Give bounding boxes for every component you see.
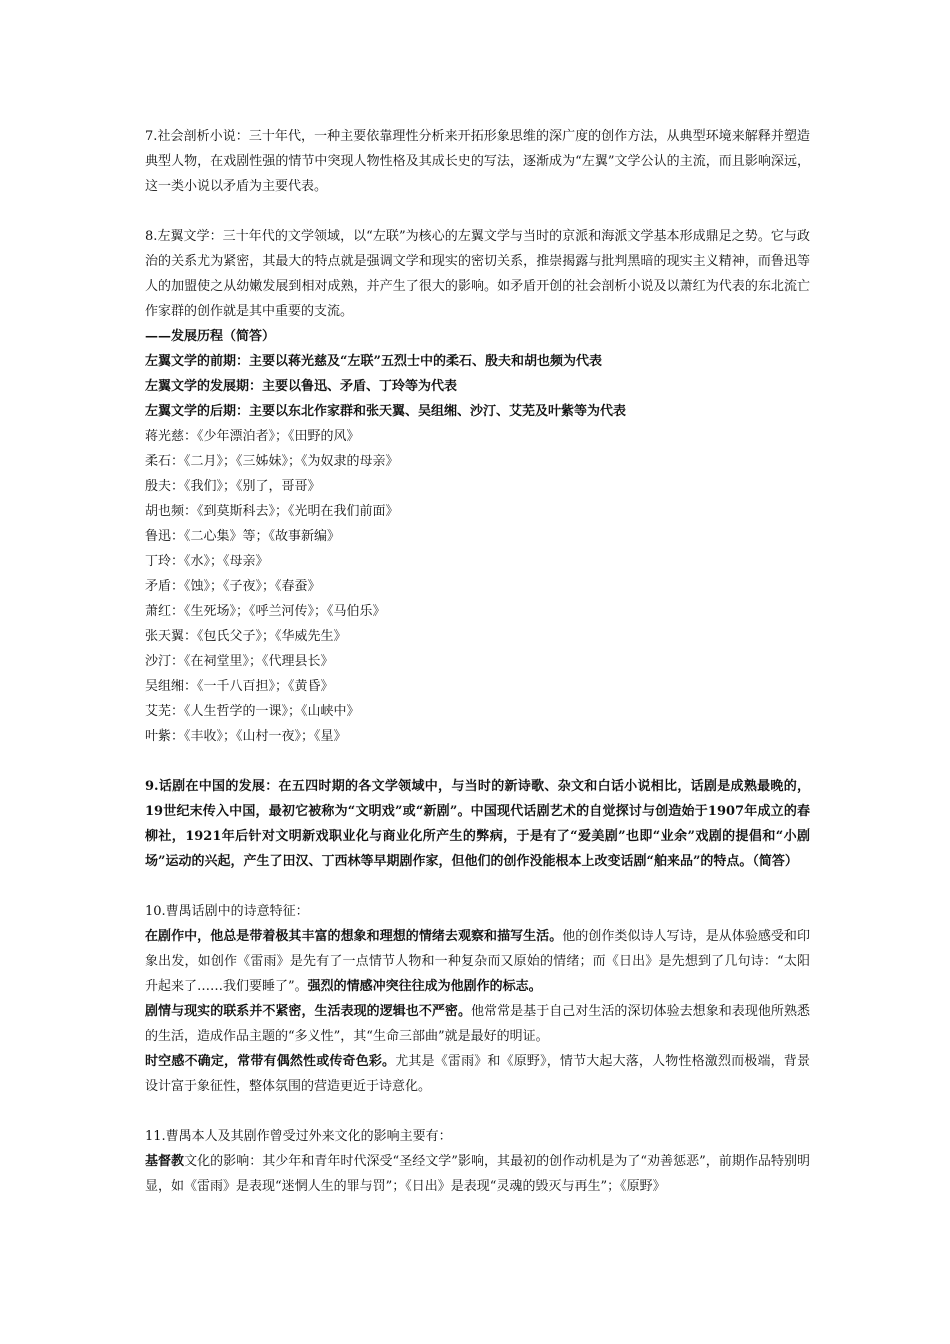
author-works-line: 艾芜：《人生哲学的一课》；《山峡中》 (145, 704, 360, 719)
author-works-line: 丁玲：《水》；《母亲》 (145, 554, 269, 569)
section-8-paragraph: 8.左翼文学：三十年代的文学领域，以“左联”为核心的左翼文学与当时的京派和海派文学基本形成鼎足之势。它与政治的关系尤为紧密，其最大的特点就是强调文学和现实的密切关系，推崇揭露与批判黑暗的现实主义精神，而鲁迅等人的加盟使之从幼嫩发展到相对成熟，并产生了很大的影响。如矛盾开创的社会剖析小说及以萧红为代表的东北流亡作家群的创作就是其中重要的支流。 (145, 229, 810, 319)
author-works-line: 吴组缃：《一千八百担》；《黄昏》 (145, 679, 334, 694)
phase-late: 左翼文学的后期：主要以东北作家群和张天翼、吴组缃、沙汀、艾芜及叶紫等为代表 (145, 404, 627, 419)
spacer (145, 1099, 810, 1124)
spacer (145, 874, 810, 899)
bold-lead: 基督教 (145, 1154, 185, 1169)
body-text: 他常常是基于自己对生活的深切体验去想象和表现他所熟悉的生活，造成作品主题的“多义性”，其“生命三部曲”就是最好的明证。 (145, 1004, 810, 1044)
phase-development: 左翼文学的发展期：主要以鲁迅、矛盾、丁玲等为代表 (145, 379, 458, 394)
author-works-line: 柔石：《二月》；《三姊妹》；《为奴隶的母亲》 (145, 454, 399, 469)
development-history-heading: ——发展历程（简答） (145, 329, 276, 344)
phase-early: 左翼文学的前期：主要以蒋光慈及“左联”五烈士中的柔石、殷夫和胡也频为代表 (145, 354, 602, 369)
author-works-line: 胡也频：《到莫斯科去》；《光明在我们前面》 (145, 504, 399, 519)
section-10-heading: 10.曹禺话剧中的诗意特征： (145, 904, 309, 919)
author-works-line: 张天翼：《包氏父子》；《华威先生》 (145, 629, 347, 644)
bold-tail: 强烈的情感冲突往往成为他剧作的标志。 (307, 979, 542, 994)
bold-lead: 剧情与现实的联系并不紧密，生活表现的逻辑也不严密。 (145, 1004, 471, 1019)
section-10-point-1 (145, 924, 810, 999)
spacer (145, 749, 810, 774)
body-text: 尤其是《雷雨》和《原野》，情节大起大落，人物性格激烈而极端，背景设计富于象征性，整体氛围的营造更近于诗意化。 (145, 1054, 810, 1094)
author-works-line: 沙汀：《在祠堂里》；《代理县长》 (145, 654, 334, 669)
author-works-line: 殷夫：《我们》；《别了，哥哥》 (145, 479, 321, 494)
bold-lead: 在剧作中，他总是带着极其丰富的想象和理想的情绪去观察和描写生活。 (145, 929, 563, 944)
section-10-point-2 (145, 999, 810, 1049)
body-text: 文化的影响：其少年和青年时代深受“圣经文学”影响，其最初的创作动机是为了“劝善惩恶”，前期作品特别明显，如《雷雨》是表现“迷惘人生的罪与罚”；《日出》是表现“灵魂的毁灭与再生”；《原野》 (145, 1154, 810, 1194)
section-9-paragraph: 9.话剧在中国的发展：在五四时期的各文学领域中，与当时的新诗歌、杂文和白话小说相比，话剧是成熟最晚的，19世纪末传入中国，最初它被称为“文明戏”或“新剧”。中国现代话剧艺术的自觉探讨与创造始于1907年成立的春柳社，1921年后针对文明新戏职业化与商业化所产生的弊病，于是有了“爱美剧”也即“业余”戏剧的提倡和“小剧场”运动的兴起，产生了田汉、丁西林等早期剧作家，但他们的创作没能根本上改变话剧“舶来品”的特点。（简答） (145, 779, 810, 869)
section-10-point-3 (145, 1049, 810, 1099)
section-11-heading: 11.曹禺本人及其剧作曾受过外来文化的影响主要有： (145, 1129, 452, 1144)
author-works-line: 萧红：《生死场》；《呼兰河传》；《马伯乐》 (145, 604, 386, 619)
document-page (145, 124, 810, 1199)
section-7-paragraph: 7.社会剖析小说：三十年代，一种主要依靠理性分析来开拓形象思维的深广度的创作方法，从典型环境来解释并塑造典型人物，在戏剧性强的情节中突现人物性格及其成长史的写法，逐渐成为“左翼”文学公认的主流，而且影响深远，这一类小说以矛盾为主要代表。 (145, 129, 810, 194)
author-works-line: 矛盾：《蚀》；《子夜》；《春蚕》 (145, 579, 321, 594)
body-text: 他的创作类似诗人写诗，是从体验感受和印象出发，如创作《雷雨》是先有了一点情节人物和一种复杂而又原始的情绪；而《日出》是先想到了几句诗：“太阳升起来了……我们要睡了”。 (145, 929, 810, 994)
spacer (145, 199, 810, 224)
section-11-point-1 (145, 1149, 810, 1199)
author-works-line: 鲁迅：《二心集》等；《故事新编》 (145, 529, 341, 544)
author-works-line: 叶紫：《丰收》；《山村一夜》；《星》 (145, 729, 347, 744)
bold-lead: 时空感不确定，常带有偶然性或传奇色彩。 (145, 1054, 396, 1069)
author-works-line: 蒋光慈：《少年漂泊者》；《田野的风》 (145, 429, 360, 444)
